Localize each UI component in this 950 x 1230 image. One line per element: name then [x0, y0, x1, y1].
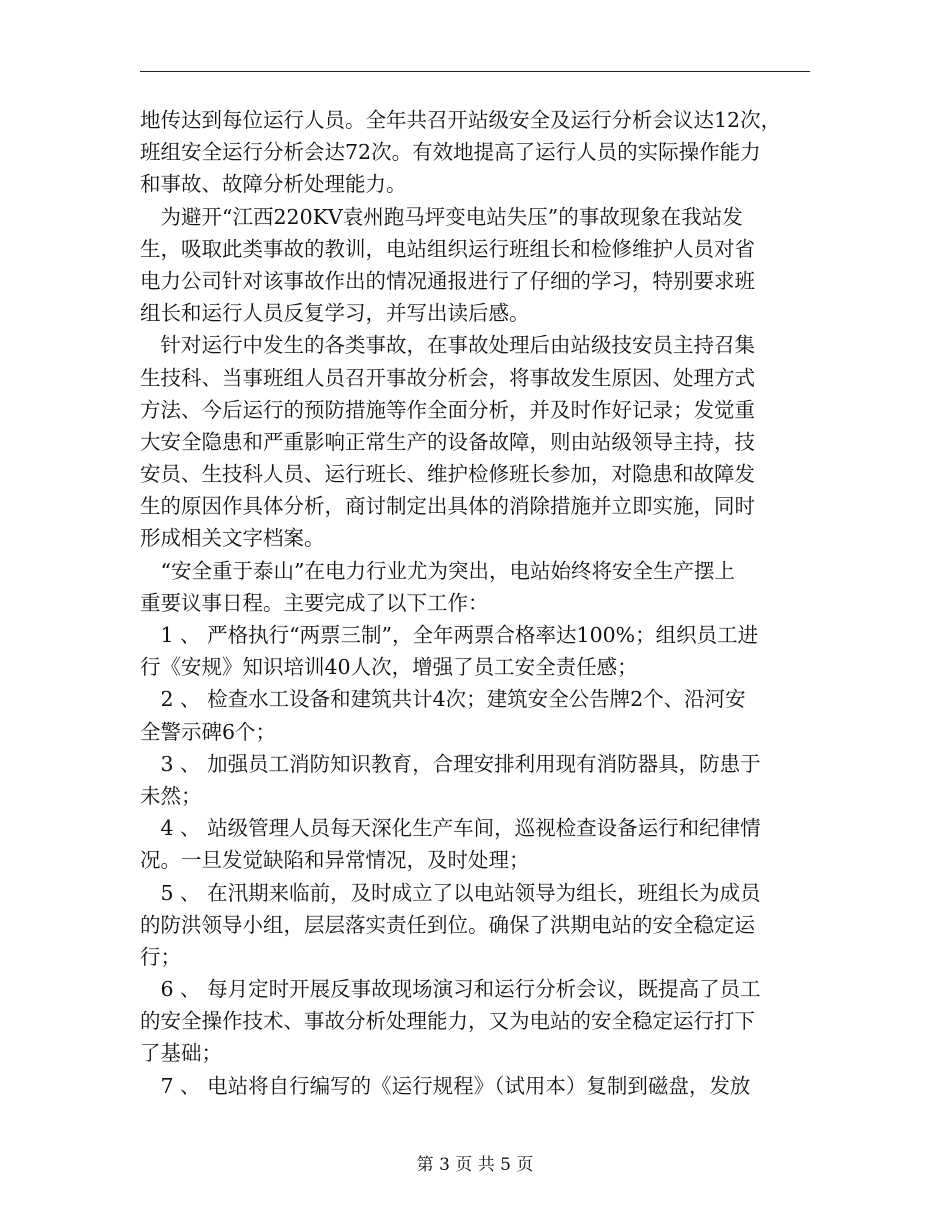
text-line: 未然； — [140, 783, 202, 808]
text-line: 和事故、故障分析处理能力。 — [140, 172, 407, 197]
list-item-line: 5 、 在汛期来临前，及时成立了以电站领导为组长，班组长为成员 — [140, 880, 761, 905]
list-item-line: 7 、 电站将自行编写的《运行规程》（试用本）复制到磁盘，发放 — [140, 1073, 751, 1098]
page-footer: 第 3 页 共 5 页 — [416, 1155, 534, 1175]
text-line: “安全重于泰山”在电力行业尤为突出，电站始终将安全生产摆上 — [140, 558, 735, 583]
list-item-line: 2 、 检查水工设备和建筑共计4次；建筑安全公告牌2个、沿河安 — [140, 687, 746, 712]
text-line: 了基础； — [140, 1041, 222, 1066]
text-line: 组长和运行人员反复学习，并写出读后感。 — [140, 301, 530, 326]
text-line: 全警示碑6个； — [140, 719, 277, 744]
list-item-line: 6 、 每月定时开展反事故现场演习和运行分析会议，既提高了员工 — [140, 977, 761, 1002]
text-line: 生，吸取此类事故的教训，电站组织运行班组长和检修维护人员对省 — [140, 236, 755, 261]
text-line: 的安全操作技术、事故分析处理能力，又为电站的安全稳定运行打下 — [140, 1009, 755, 1034]
text-line: 为避开“江西220KV袁州跑马坪变电站失压”的事故现象在我站发 — [140, 204, 743, 229]
text-line: 班组安全运行分析会达72次。有效地提高了运行人员的实际操作能力 — [140, 140, 761, 165]
text-line: 生技科、当事班组人员召开事故分析会，将事故发生原因、处理方式 — [140, 365, 755, 390]
text-line: 电力公司针对该事故作出的情况通报进行了仔细的学习，特别要求班 — [140, 268, 755, 293]
text-line: 的防洪领导小组，层层落实责任到位。确保了洪期电站的安全稳定运 — [140, 912, 755, 937]
text-line: 形成相关文字档案。 — [140, 526, 325, 551]
list-item-line: 4 、 站级管理人员每天深化生产车间，巡视检查设备运行和纪律情 — [140, 816, 761, 841]
text-line: 行； — [140, 944, 181, 969]
text-line: 重要议事日程。主要完成了以下工作： — [140, 590, 489, 615]
text-line: 生的原因作具体分析，商讨制定出具体的消除措施并立即实施，同时 — [140, 494, 755, 519]
list-item-line: 3 、 加强员工消防知识教育，合理安排利用现有消防器具，防患于 — [140, 751, 761, 776]
list-item-line: 1 、 严格执行“两票三制”，全年两票合格率达100%；组织员工进 — [140, 623, 759, 647]
text-line: 安员、生技科人员、运行班长、维护检修班长参加，对隐患和故障发 — [140, 462, 755, 487]
header-rule — [140, 71, 810, 72]
text-line: 行《安规》知识培训40人次，增强了员工安全责任感； — [140, 655, 638, 680]
body-text — [140, 104, 810, 1102]
text-line: 地传达到每位运行人员。全年共召开站级安全及运行分析会议达12次， — [140, 108, 782, 132]
text-line: 大安全隐患和严重影响正常生产的设备故障，则由站级领导主持，技 — [140, 429, 755, 454]
text-line: 针对运行中发生的各类事故，在事故处理后由站级技安员主持召集 — [140, 333, 755, 358]
text-line: 况。一旦发觉缺陷和异常情况，及时处理； — [140, 848, 530, 873]
text-line: 方法、今后运行的预防措施等作全面分析，并及时作好记录；发觉重 — [140, 397, 755, 422]
